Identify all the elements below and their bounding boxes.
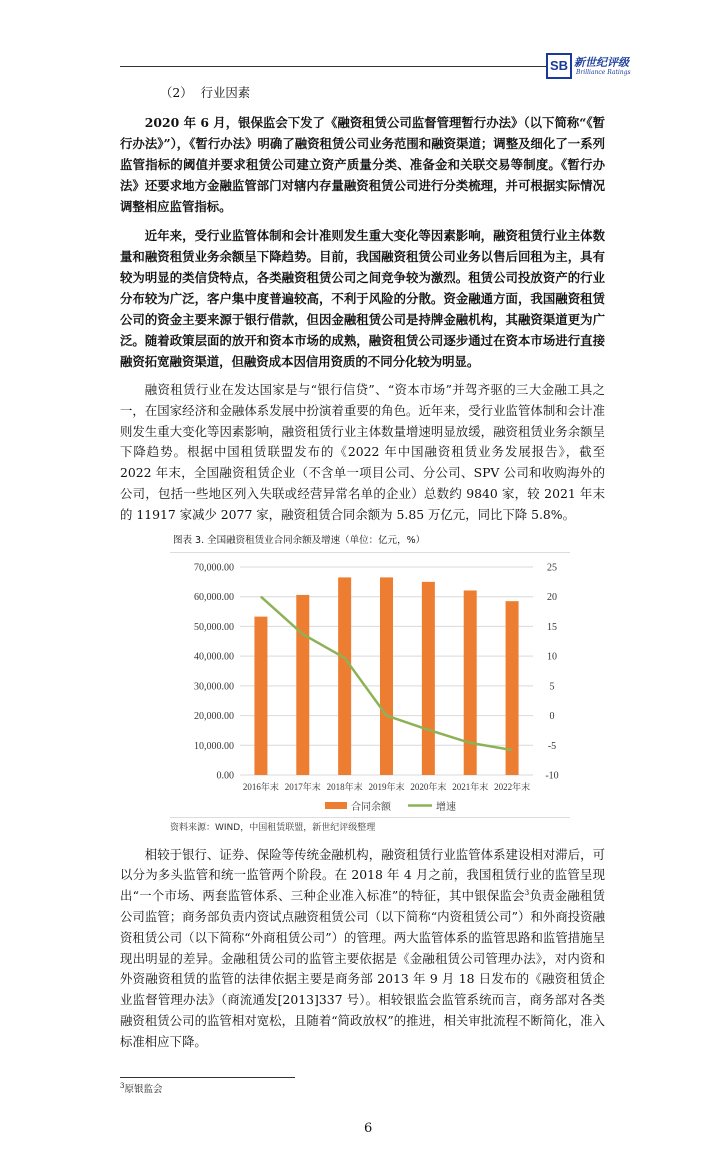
footnote-rule [120,1077,295,1078]
x-tick-label: 2020年末 [410,781,447,792]
x-tick-label: 2022年末 [494,781,531,792]
paragraph-3: 融资租赁行业在发达国家是与“银行信贷”、“资本市场”并驾齐驱的三大金融工具之一，在国家经济和金融体系发展中扮演着重要的角色。近年来，受行业监管体制和会计准则发生重大变化等因素影响，融资租赁行业主体数量增速明显放缓，融资租赁业务余额呈下降趋势。根据中国租赁联盟发布的《2022 年中国融资租赁业务发展报告》，截至 2022 年末，全国融资租赁企业（不含单一项目公司、分公司、SPV 公司和收购海外的公司，包括一些地区列入失联或经营异常名单的企业）总数约 9840 家，较 2021 年末的 11917 家减少 2077 家，融资租赁合同余额为 5.85 万亿元，同比下降 5.8%。 [120,382,605,522]
left-tick-label: 70,000.00 [194,562,234,574]
legend-swatch-balance [325,802,347,809]
right-tick-label: -5 [547,740,557,752]
bar-2019年末 [380,577,393,775]
logo-en-text: Brilliance Ratings [576,69,631,76]
bar-2021年末 [464,590,477,775]
section-title: 行业因素 [200,85,251,100]
growth-point [512,749,513,750]
page-number: 6 [364,1120,373,1136]
figure-source: 资料来源：WIND，中国租赁联盟，新世纪评级整理 [170,822,376,833]
left-tick-label: 0.00 [216,770,234,782]
growth-point [428,729,429,730]
left-tick-label: 60,000.00 [194,591,234,603]
growth-point [470,742,471,743]
paragraph-4-part1: 相较于银行、证券、保险等传统金融机构，融资租赁行业监管体系建设相对滞后，可以分为多头监管和统一监管两个阶段。在 2018 年 4 月之前，我国租赁行业的监管呈现出“一个市场、两套监管体系、三种企业准入标准”的特征，其中银保监会 [120,846,605,904]
figure-caption: 图表 3. 全国融资租赁业合同余额及增速（单位：亿元，%） [173,534,426,546]
left-tick-label: 30,000.00 [194,680,234,692]
paragraph-2: 近年来，受行业监管体制和会计准则发生重大变化等因素影响，融资租赁行业主体数量和融资租赁业务余额呈下降趋势。目前，我国融资租赁公司业务以售后回租为主，具有较为明显的类信贷特点，各类融资租赁公司之间竞争较为激烈。租赁公司投放资产的行业分布较为广泛，客户集中度普遍较高，不利于风险的分散。资金融通方面，我国融资租赁公司的资金主要来源于银行借款，但因金融租赁公司是持牌金融机构，其融资渠道更为广泛。随着政策层面的放开和资本市场的成熟，融资租赁公司逐步通过在资本市场进行直接融资拓宽融资渠道，但融资成本因信用资质的不同分化较为明显。 [120,228,605,369]
left-tick-label: 50,000.00 [194,621,234,633]
right-tick-label: 25 [547,562,557,574]
paragraph-4 [120,845,605,1053]
legend-label-growth: 增速 [436,801,456,813]
x-tick-label: 2017年末 [284,781,321,792]
growth-point [344,657,345,658]
x-tick-label: 2016年末 [242,781,279,792]
paragraph-4-part2: 负责金融租赁公司监管；商务部负责内资试点融资租赁公司（以下简称“内资租赁公司”）和外商投资融资租赁公司（以下简称“外商租赁公司”）的管理。两大监管体系的监管思路和监管措施呈现出明显的差异。金融租赁公司的监管主要依据是《金融租赁公司管理办法》，对内资和外资融资租赁的监管的法律依据主要是商务部 2013 年 9 月 18 日发布的《融资租赁企业监督管理办法》（商流通发[2013]337 号）。相较银监会监管系统而言，商务部对各类融资租赁公司的监管相对宽松，且随着“简政放权”的推进，相关审批流程不断简化，准入标准相应下降。 [120,888,606,1049]
left-tick-label: 40,000.00 [194,651,234,663]
bar-2020年末 [422,581,435,774]
left-tick-label: 20,000.00 [194,710,234,722]
right-tick-label: 0 [549,710,555,722]
content-column [120,0,605,1167]
chart-container [170,552,570,818]
right-tick-label: 5 [549,680,555,692]
logo-mark: SB [546,53,572,79]
footnote-marker: 3 [120,1081,125,1090]
right-tick-label: -10 [545,770,559,782]
section-heading [160,84,605,102]
growth-point [386,715,387,716]
section-number: （2） [160,85,193,100]
growth-point [260,596,261,597]
bar-2018年末 [338,577,351,775]
bar-2017年末 [296,595,309,775]
left-tick-label: 10,000.00 [194,740,234,752]
footnote-text: 原银监会 [124,1083,163,1095]
x-tick-label: 2021年末 [452,781,489,792]
combo-chart [170,553,570,817]
footnote-ref[interactable]: 3 [524,889,530,898]
logo-cn-text: 新世纪评级 [574,56,629,69]
footnote [120,1083,605,1097]
bar-2016年末 [254,616,267,774]
x-tick-label: 2019年末 [368,781,405,792]
x-tick-label: 2018年末 [326,781,363,792]
legend-label-balance: 合同余额 [351,801,391,813]
right-tick-label: 10 [547,651,557,663]
paragraph-1: 2020 年 6 月，银保监会下发了《融资租赁公司监督管理暂行办法》（以下简称“《暂行办法》”），《暂行办法》明确了融资租赁公司业务范围和融资渠道；调整及细化了一系列监管指标的阈值并要求租赁公司建立资产质量分类、准备金和关联交易等制度。《暂行办法》还要求地方金融监管部门对辖内存量融资租赁公司进行分类梳理，并可根据实际情况调整相应监管指标。 [120,115,605,214]
right-tick-label: 15 [547,621,557,633]
right-tick-label: 20 [547,591,557,603]
growth-point [302,633,303,634]
